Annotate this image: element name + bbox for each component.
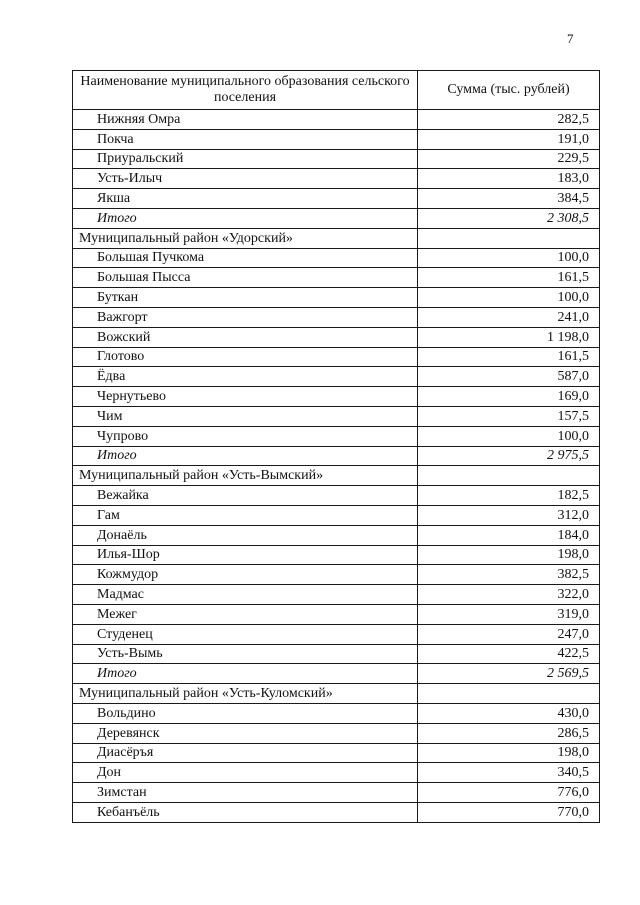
settlement-name: Дон (73, 763, 418, 783)
settlement-name: Зимстан (73, 783, 418, 803)
table-row (73, 426, 600, 446)
settlement-name: Вежайка (73, 486, 418, 506)
sum-cell: 191,0 (418, 129, 600, 149)
sum-cell: 157,5 (418, 406, 600, 426)
header-row (73, 71, 600, 110)
table-row (73, 327, 600, 347)
total-sum: 2 569,5 (418, 664, 600, 684)
sum-cell: 169,0 (418, 387, 600, 407)
settlement-name: Покча (73, 129, 418, 149)
settlement-name: Нижняя Омра (73, 110, 418, 130)
table-row (73, 624, 600, 644)
table-row (73, 802, 600, 822)
settlement-name: Деревянск (73, 723, 418, 743)
settlement-name: Большая Пучкома (73, 248, 418, 268)
total-row (73, 208, 600, 228)
settlement-name: Большая Пысса (73, 268, 418, 288)
table-row (73, 169, 600, 189)
sum-cell: 422,5 (418, 644, 600, 664)
sum-cell: 312,0 (418, 505, 600, 525)
district-row (73, 228, 600, 248)
table-row (73, 347, 600, 367)
settlement-name: Глотово (73, 347, 418, 367)
settlement-name: Вожский (73, 327, 418, 347)
table-row (73, 387, 600, 407)
settlement-name: Приуральский (73, 149, 418, 169)
settlement-name: Кебанъёль (73, 802, 418, 822)
table-row (73, 585, 600, 605)
settlement-name: Кожмудор (73, 565, 418, 585)
settlement-name: Буткан (73, 288, 418, 308)
settlement-name: Чим (73, 406, 418, 426)
sum-cell: 286,5 (418, 723, 600, 743)
table-row (73, 248, 600, 268)
sum-cell: 382,5 (418, 565, 600, 585)
page-number: 7 (567, 31, 574, 46)
district-name: Муниципальный район «Усть-Куломский» (73, 684, 418, 704)
table-row (73, 307, 600, 327)
district-name: Муниципальный район «Усть-Вымский» (73, 466, 418, 486)
settlement-name: Донаёль (73, 525, 418, 545)
settlement-name: Чупрово (73, 426, 418, 446)
table-row (73, 406, 600, 426)
sum-cell: 100,0 (418, 248, 600, 268)
sum-cell: 770,0 (418, 802, 600, 822)
total-sum: 2 975,5 (418, 446, 600, 466)
sum-cell: 198,0 (418, 545, 600, 565)
total-label: Итого (73, 208, 418, 228)
sum-cell (418, 684, 600, 704)
table-row (73, 703, 600, 723)
sum-cell: 183,0 (418, 169, 600, 189)
sum-cell: 100,0 (418, 426, 600, 446)
sum-cell: 241,0 (418, 307, 600, 327)
table-row (73, 189, 600, 209)
district-row (73, 684, 600, 704)
total-sum: 2 308,5 (418, 208, 600, 228)
sum-cell: 319,0 (418, 604, 600, 624)
table-row (73, 367, 600, 387)
sum-cell: 198,0 (418, 743, 600, 763)
table-row (73, 783, 600, 803)
sum-cell (418, 228, 600, 248)
sum-cell: 384,5 (418, 189, 600, 209)
allocation-table-container (72, 70, 599, 823)
settlement-name: Ёдва (73, 367, 418, 387)
sum-cell: 430,0 (418, 703, 600, 723)
settlement-name: Диасёръя (73, 743, 418, 763)
settlement-name: Якша (73, 189, 418, 209)
sum-cell: 1 198,0 (418, 327, 600, 347)
table-row (73, 565, 600, 585)
district-name: Муниципальный район «Удорский» (73, 228, 418, 248)
total-row (73, 446, 600, 466)
table-row (73, 110, 600, 130)
settlement-name: Чернутьево (73, 387, 418, 407)
sum-cell: 340,5 (418, 763, 600, 783)
table-row (73, 525, 600, 545)
settlement-name: Илья-Шор (73, 545, 418, 565)
sum-cell: 282,5 (418, 110, 600, 130)
sum-cell: 182,5 (418, 486, 600, 506)
table-row (73, 743, 600, 763)
table-row (73, 486, 600, 506)
settlement-name: Важгорт (73, 307, 418, 327)
settlement-name: Гам (73, 505, 418, 525)
district-row (73, 466, 600, 486)
total-label: Итого (73, 664, 418, 684)
sum-cell: 322,0 (418, 585, 600, 605)
sum-cell: 247,0 (418, 624, 600, 644)
sum-cell: 776,0 (418, 783, 600, 803)
sum-cell: 161,5 (418, 347, 600, 367)
table-row (73, 149, 600, 169)
settlement-name: Усть-Вымь (73, 644, 418, 664)
table-header (73, 71, 600, 110)
sum-cell: 100,0 (418, 288, 600, 308)
sum-cell (418, 466, 600, 486)
table-row (73, 545, 600, 565)
table-row (73, 604, 600, 624)
table-row (73, 723, 600, 743)
sum-cell: 161,5 (418, 268, 600, 288)
table-row (73, 129, 600, 149)
header-name: Наименование муниципального образования сельского поселения (73, 71, 418, 110)
header-sum: Сумма (тыс. рублей) (418, 71, 600, 110)
settlement-name: Вольдино (73, 703, 418, 723)
sum-cell: 184,0 (418, 525, 600, 545)
settlement-name: Усть-Илыч (73, 169, 418, 189)
settlement-name: Межег (73, 604, 418, 624)
settlement-name: Студенец (73, 624, 418, 644)
sum-cell: 587,0 (418, 367, 600, 387)
table-row (73, 763, 600, 783)
allocation-table (72, 70, 600, 823)
table-body (73, 110, 600, 823)
table-row (73, 268, 600, 288)
table-row (73, 288, 600, 308)
table-row (73, 505, 600, 525)
total-label: Итого (73, 446, 418, 466)
settlement-name: Мадмас (73, 585, 418, 605)
sum-cell: 229,5 (418, 149, 600, 169)
total-row (73, 664, 600, 684)
table-row (73, 644, 600, 664)
